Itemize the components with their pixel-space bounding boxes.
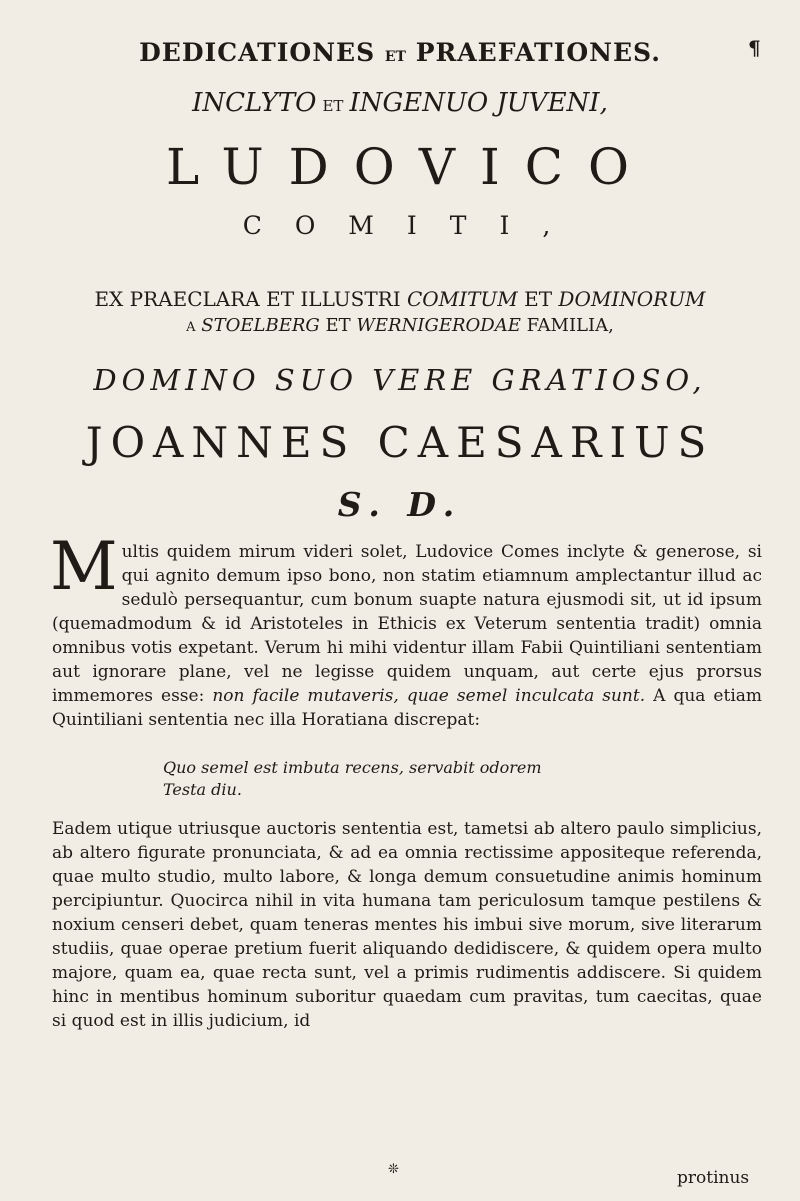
running-head — [0, 38, 800, 67]
footer-signature-mark: ❊ — [388, 1162, 399, 1177]
verse-line-1: Quo semel est imbuta recens, servabit odorem — [163, 758, 542, 777]
line4-c: ET — [524, 287, 553, 311]
dedication-line-1-connector: ET — [322, 97, 344, 115]
verse-line-2: Testa diu. — [163, 780, 242, 799]
running-head-part1: DEDICATIONES — [139, 38, 376, 67]
line5-e: FAMILIA, — [526, 315, 614, 336]
line5-d: WERNIGERODAE — [356, 315, 521, 336]
dedication-line-1-a: INCLYTO — [192, 88, 317, 118]
line5-a: A — [186, 320, 196, 335]
page-signature-mark: ¶ — [748, 36, 761, 60]
dedication-line-1-b: INGENUO JUVENI, — [349, 88, 608, 118]
dedicatee-name: LUDOVICO — [166, 138, 654, 196]
dedicatee-title: COMITI, — [242, 211, 584, 240]
dedication-line-6: DOMINO SUO VERE GRATIOSO, — [93, 363, 707, 397]
line5-b: STOELBERG — [201, 315, 320, 336]
line4-b: COMITUM — [406, 287, 518, 311]
paragraph-1-quote: non facile mutaveris, quae semel inculcata sunt. — [212, 686, 646, 706]
paragraph-1-text-b: A qua etiam Quintiliani sententia nec illa Horatiana discrepat: — [52, 686, 763, 730]
horace-verse — [163, 757, 542, 801]
drop-cap: M — [50, 528, 118, 605]
catchword: protinus — [677, 1168, 750, 1188]
paragraph-1 — [50, 528, 763, 732]
paragraph-1-text-a: ultis quidem mirum videri solet, Ludovice Comes inclyte & generose, si qui agnito demum ipso bono, non statim etiamnum amplectantur illud ac sedulò persequantur, cum bonum suapte natura ejusmodi sit, ut id ipsum (quemadmodum & id Aristoteles in Ethicis ex Veterum sententia tradit) omnia omnibus votis expetant. Verum hi mihi videntur illam Fabii Quintiliani sententiam aut ignorare plane, vel ne legisse quidem unquam, aut certe ejus prorsus immemores esse: — [52, 542, 762, 706]
dedication-line-1 — [0, 88, 800, 118]
salutation: S. D. — [337, 485, 463, 524]
author-name: JOANNES CAESARIUS — [85, 418, 715, 467]
line5-c: ET — [325, 315, 351, 336]
dedication-line-5 — [0, 315, 800, 336]
running-head-connector: ET — [384, 49, 406, 65]
dedication-line-4 — [0, 287, 800, 311]
paragraph-2: Eadem utique utriusque auctoris sententia est, tametsi ab altero paulo simplicius, ab altero figurate pronunciata, & ad ea omnia rectissime appositeque referenda, quae multo studio, multo labore, & longa demum consuetudine animis hominum percipiuntur. Quocirca nihil in vita humana tam periculosum tamque pestilens & noxium censeri debet, quam teneras mentes his imbui sive morum, sive literarum studiis, quae operae pretium fuerit aliquando dedidiscere, & quidem opera multo majore, quam ea, quae recta sunt, vel a primis rudimentis addiscere. Si quidem hinc in mentibus hominum suboritur quaedam cum pravitas, tum caecitas, quae si quod est in illis judicium, id — [52, 819, 762, 1031]
line4-a: EX PRAECLARA ET ILLUSTRI — [94, 287, 401, 311]
line4-d: DOMINORUM — [558, 287, 706, 311]
running-head-part2: PRAEFATIONES. — [415, 38, 661, 67]
